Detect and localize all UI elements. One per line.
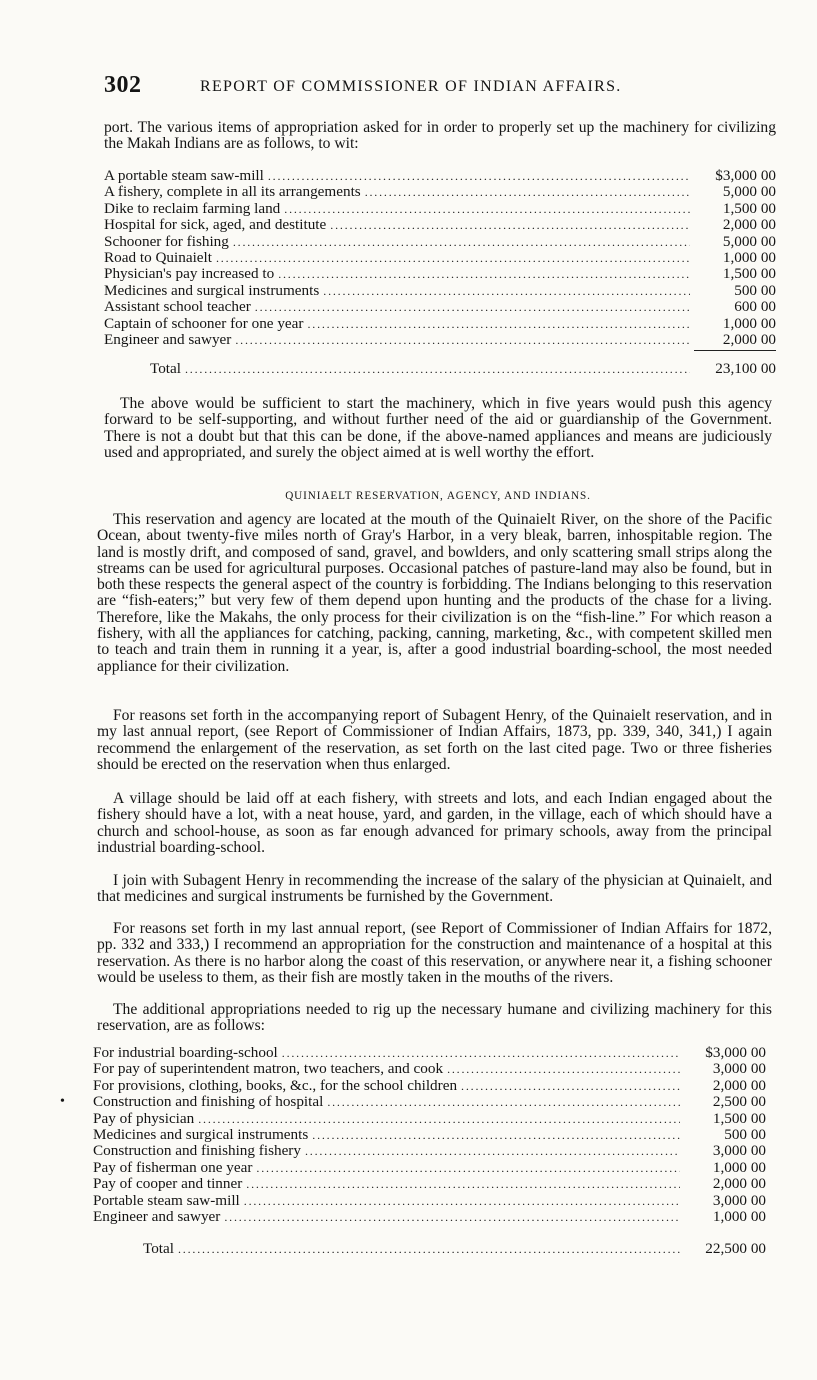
item-label: Medicines and surgical instruments [93, 1126, 309, 1143]
item-amount: 1,000 00 [712, 1208, 766, 1225]
table-row [93, 1045, 766, 1061]
item-label: Portable steam saw-mill [93, 1192, 240, 1209]
item-label: Pay of fisherman one year [93, 1159, 253, 1176]
table-row [104, 234, 776, 250]
total-label: Total [143, 1241, 174, 1258]
total-rule [694, 350, 776, 351]
item-label: Pay of physician [93, 1110, 195, 1127]
item-amount: 500 00 [724, 1126, 766, 1143]
table-row [104, 283, 776, 299]
item-label: Schooner for fishing [104, 233, 229, 250]
item-amount: 3,000 00 [712, 1061, 766, 1078]
table-row [93, 1143, 766, 1159]
item-label: Physician's pay increased to [104, 266, 275, 283]
table-total-row [104, 361, 776, 377]
item-amount: 3,000 00 [712, 1143, 766, 1160]
item-label: Engineer and sawyer [104, 331, 232, 348]
table-row [93, 1209, 766, 1225]
item-label: Construction and finishing of hospital [93, 1094, 324, 1111]
item-amount: 2,500 00 [712, 1094, 766, 1111]
item-label: Medicines and surgical instruments [104, 282, 320, 299]
table-total-row [93, 1241, 766, 1257]
item-amount: 1,000 00 [722, 249, 776, 266]
item-label: Assistant school teacher [104, 299, 251, 316]
item-amount: 5,000 00 [722, 233, 776, 250]
intro-paragraph: port. The various items of appropriation asked for in order to properly set up the machinery for civilizing the Makah Indians are as follows, to wit: [104, 119, 776, 153]
item-amount: 1,500 00 [712, 1110, 766, 1127]
item-amount: 1,500 00 [722, 266, 776, 283]
running-head: REPORT OF COMMISSIONER OF INDIAN AFFAIRS. [200, 78, 622, 95]
table-row [93, 1094, 766, 1110]
table-row [93, 1061, 766, 1077]
table-row [93, 1127, 766, 1143]
item-label: Hospital for sick, aged, and destitute [104, 217, 327, 234]
item-amount: $3,000 00 [705, 1045, 766, 1061]
item-amount: 2,000 00 [712, 1176, 766, 1193]
item-label: A portable steam saw-mill [104, 168, 264, 184]
table-row [93, 1193, 766, 1209]
item-label: Engineer and sawyer [93, 1208, 221, 1225]
makah-appropriation-table [104, 168, 776, 378]
table-row [104, 168, 776, 184]
table-row [93, 1111, 766, 1127]
table-row [93, 1160, 766, 1176]
item-label: Dike to reclaim farming land [104, 200, 281, 217]
margin-bullet-mark: • [60, 1094, 65, 1109]
item-amount: $3,000 00 [715, 168, 776, 184]
body-paragraph: The additional appropriations needed to rig up the necessary humane and civilizing machinery for this reservation, are as follows: [97, 1001, 772, 1035]
table-row [93, 1078, 766, 1094]
page-header [104, 72, 794, 102]
table-row [104, 299, 776, 315]
item-label: Pay of cooper and tinner [93, 1176, 243, 1193]
item-label: Construction and finishing fishery [93, 1143, 301, 1160]
item-amount: 500 00 [734, 282, 776, 299]
item-amount: 5,000 00 [722, 184, 776, 201]
table-row [104, 250, 776, 266]
item-amount: 1,500 00 [722, 200, 776, 217]
item-amount: 2,000 00 [722, 331, 776, 348]
item-label: For industrial boarding-school [93, 1045, 278, 1061]
section-heading: QUINIAELT RESERVATION, AGENCY, AND INDIANS. [285, 490, 591, 502]
total-label: Total [150, 361, 181, 378]
table-row [104, 217, 776, 233]
body-paragraph: A village should be laid off at each fishery, with streets and lots, and each Indian engaged about the fishery should have a lot, with a neat house, yard, and garden, in the village, each of which should have a church and school-house, as soon as far enough advanced for primary schools, away from the principal industrial boarding-school. [97, 790, 772, 856]
item-amount: 600 00 [734, 299, 776, 316]
table-row [104, 266, 776, 282]
table-row [104, 184, 776, 200]
body-paragraph: This reservation and agency are located at the mouth of the Quinaielt River, on the shore of the Pacific Ocean, about twenty-five miles north of Gray's Harbor, in a very bleak, barren, inhospitable region. The land is mostly drift, and composed of sand, gravel, and bowlders, and only scattering small strips along the streams can be used for agricultural purposes. Occasional patches of pasture-land may also be found, but in both these respects the general aspect of the country is forbidding. The Indians belonging to this reservation are “fish-eaters;” but very few of them depend upon hunting and the products of the chase for a living. Therefore, like the Makahs, the only process for their civilization is on the “fish-line.” For which reason a fishery, with all the appliances for catching, packing, canning, marketing, &c., with competent skilled men to teach and train them in running it a year, is, after a good industrial boarding-school, the most needed appliance for their civilization. [97, 511, 772, 675]
body-paragraph: I join with Subagent Henry in recommending the increase of the salary of the physician at Quinaielt, and that medicines and surgical instruments be furnished by the Government. [97, 872, 772, 906]
item-label: A fishery, complete in all its arrangements [104, 184, 361, 201]
quinaielt-appropriation-table [93, 1045, 766, 1258]
item-amount: 1,000 00 [722, 315, 776, 332]
item-label: Captain of schooner for one year [104, 315, 304, 332]
total-amount: 23,100 00 [715, 361, 776, 378]
item-amount: 1,000 00 [712, 1159, 766, 1176]
item-label: For pay of superintendent matron, two teachers, and cook [93, 1061, 444, 1078]
item-label: For provisions, clothing, books, &c., for the school children [93, 1077, 458, 1094]
table-row [104, 201, 776, 217]
table-row [93, 1176, 766, 1192]
item-amount: 2,000 00 [712, 1077, 766, 1094]
table-row [104, 316, 776, 332]
body-paragraph: For reasons set forth in my last annual report, (see Report of Commissioner of Indian Affairs for 1872, pp. 332 and 333,) I recommend an appropriation for the construction and maintenance of a hospital at this reservation. As there is no harbor along the coast of this reservation, or anywhere near it, a fishing schooner would be useless to them, as their fish are mostly taken in the mouths of the rivers. [97, 920, 772, 986]
table-row [104, 332, 776, 348]
item-amount: 2,000 00 [722, 217, 776, 234]
body-paragraph: For reasons set forth in the accompanying report of Subagent Henry, of the Quinaielt reservation, and in my last annual report, (see Report of Commissioner of Indian Affairs, 1873, pp. 339, 340, 341,) I again recommend the enlargement of the reservation, as set forth on the last cited page. Two or three fisheries should be erected on the reservation when thus enlarged. [97, 707, 772, 773]
item-amount: 3,000 00 [712, 1192, 766, 1209]
item-label: Road to Quinaielt [104, 249, 212, 266]
paragraph-above: The above would be sufficient to start the machinery, which in five years would push this agency forward to be self-supporting, and without further need of the aid or guardianship of the Government. There is not a doubt but that this can be done, if the above-named appliances and means are judiciously used and appropriated, and surely the object aimed at is well worthy the effort. [104, 395, 772, 461]
page-number: 302 [104, 72, 142, 98]
total-amount: 22,500 00 [705, 1241, 766, 1258]
